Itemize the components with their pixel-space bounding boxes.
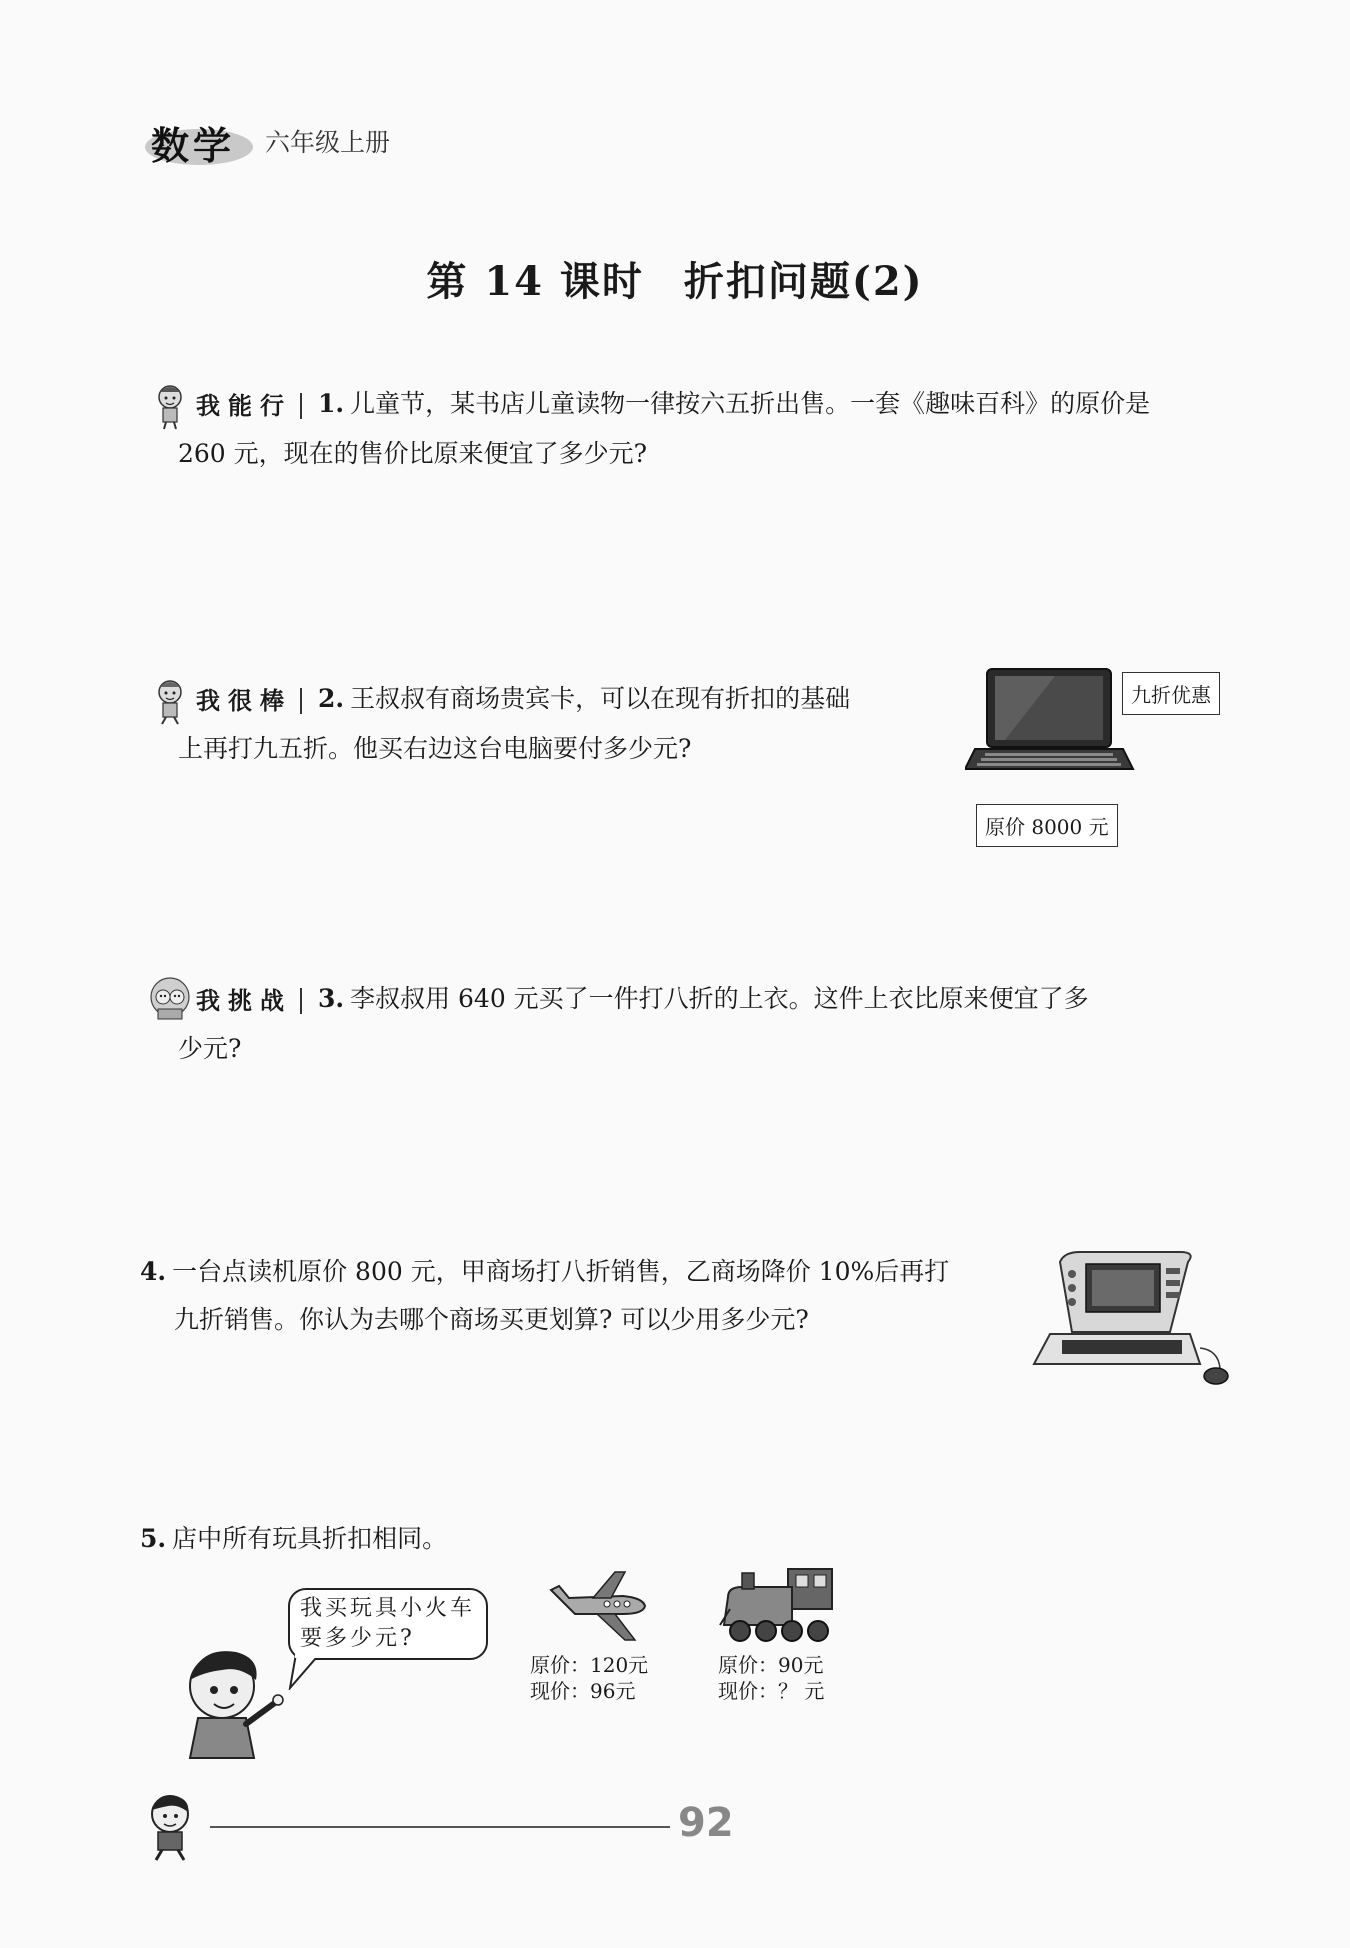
bubble-line1: 我买玩具小火车 [300,1596,476,1621]
toy-airplane-icon [545,1568,650,1643]
problem-text-line2: 260 元，现在的售价比原来便宜了多少元? [178,438,648,468]
boy-pointing-icon [170,1640,290,1760]
mascot-girl-icon [148,382,192,430]
bubble-tail-icon [286,1654,326,1690]
problem-number: 2. [317,684,345,713]
grade-label: 六年级上册 [265,128,391,157]
mascot-kids-icon [148,977,192,1025]
mascot-girl-icon [148,677,192,725]
problem-text-line2: 九折销售。你认为去哪个商场买更划算? 可以少用多少元? [174,1305,809,1334]
page-header [145,115,391,168]
train-current-price: 现价：？ 元 [718,1679,825,1703]
airplane-original-price: 原价：120元 [530,1653,649,1677]
train-prices [718,1652,824,1704]
level-tag-label: 我能行 [196,393,302,419]
problem-4 [140,1248,1020,1344]
reading-machine-icon [1030,1250,1230,1390]
bubble-line2: 要多少元? [300,1626,415,1651]
level-tag-label: 我很棒 [196,688,302,714]
problem-text-line1: 店中所有玩具折扣相同。 [172,1524,448,1553]
problem-text-line1: 李叔叔用 640 元买了一件打八折的上衣。这件上衣比原来便宜了多 [350,984,1089,1013]
lesson-title [0,250,1350,307]
discount-label-box: 九折优惠 [1122,672,1220,715]
problem-text-line2: 上再打九五折。他买右边这台电脑要付多少元? [178,733,692,763]
subject-title: 数学 [151,124,236,168]
footer-rule [210,1826,670,1828]
level-tag-3 [148,977,302,1025]
speech-bubble [288,1588,488,1660]
problem-3 [148,975,1238,1073]
problem-number: 3. [317,984,345,1013]
problem-text-line1: 一台点读机原价 800 元，甲商场打八折销售，乙商场降价 10%后再打 [172,1257,950,1286]
level-tag-1 [148,382,302,430]
problem-5 [140,1515,740,1563]
problem-text-line1: 儿童节，某书店儿童读物一律按六五折出售。一套《趣味百科》的原价是 [350,389,1151,418]
train-original-price: 原价：90元 [718,1653,824,1677]
page-number: 92 [678,1800,734,1846]
problem-1 [148,380,1238,478]
problem-number: 5. [140,1524,167,1553]
footer-mascot-icon [140,1790,206,1862]
problem-2 [148,675,948,773]
lesson-topic: 折扣问题(2) [683,258,924,305]
lesson-number: 第 14 课时 [426,258,644,305]
airplane-prices [530,1652,648,1704]
airplane-current-price: 现价：96元 [530,1679,636,1703]
problem-text-line2: 少元? [178,1033,242,1063]
level-tag-label: 我挑战 [196,988,302,1014]
toy-train-icon [718,1565,840,1645]
level-tag-2 [148,677,302,725]
original-price-box: 原价 8000 元 [976,804,1118,847]
problem-number: 1. [317,389,345,418]
subject-logo [145,115,255,168]
problem-text-line1: 王叔叔有商场贵宾卡，可以在现有折扣的基础 [350,684,851,713]
laptop-icon [965,665,1135,777]
problem-number: 4. [140,1257,167,1286]
